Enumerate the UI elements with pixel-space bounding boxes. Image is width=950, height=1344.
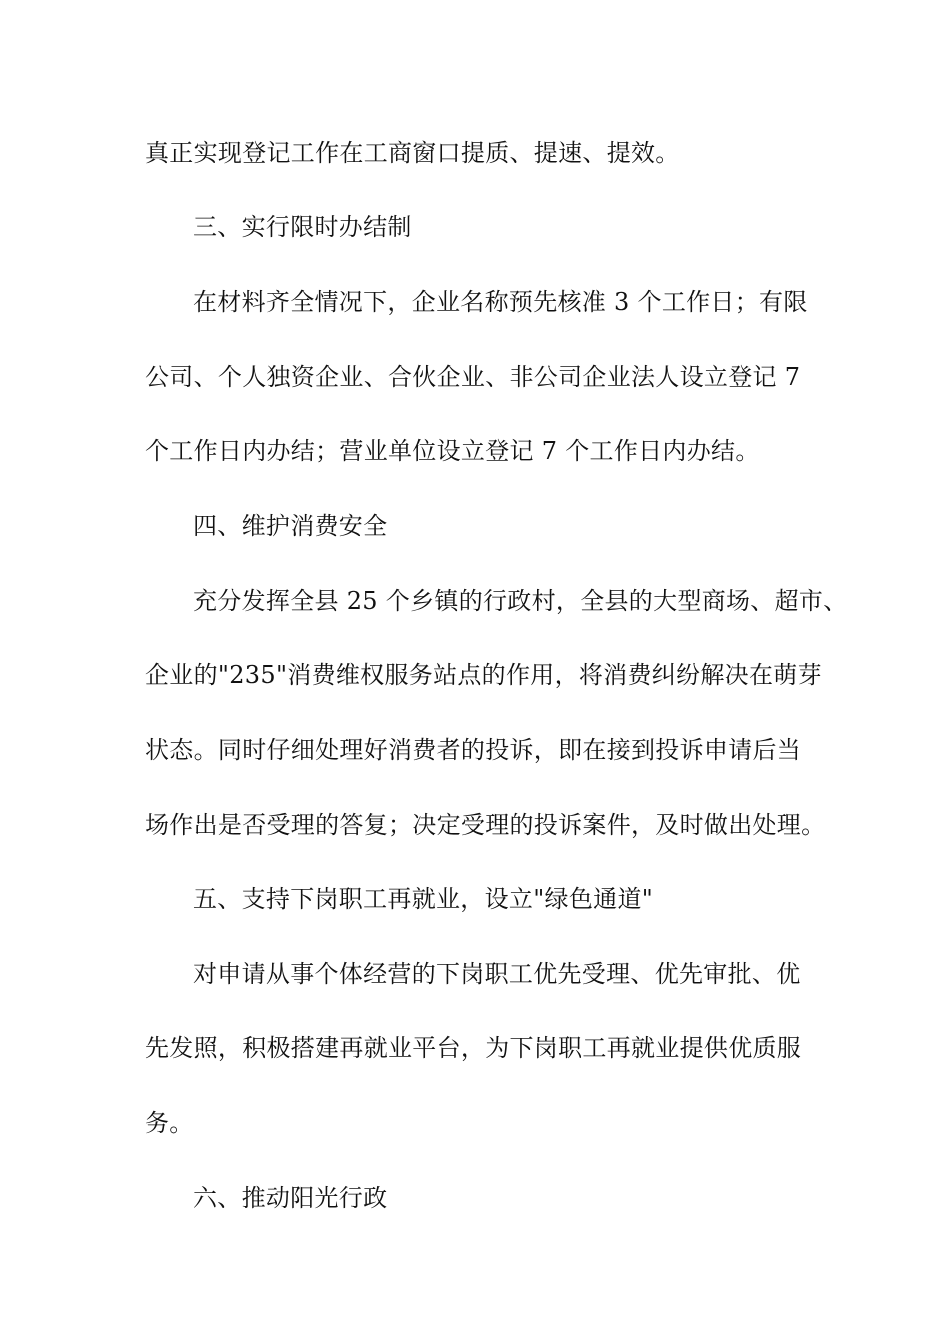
- section-heading: 四、维护消费安全: [193, 512, 388, 540]
- paragraph-line: 务。: [145, 1109, 194, 1137]
- paragraph-line: 公司、个人独资企业、合伙企业、非公司企业法人设立登记 7: [145, 363, 801, 391]
- section-heading: 六、推动阳光行政: [193, 1184, 388, 1212]
- paragraph-line: 充分发挥全县 25 个乡镇的行政村，全县的大型商场、超市、: [193, 587, 848, 615]
- paragraph-line: 在材料齐全情况下，企业名称预先核准 3 个工作日；有限: [193, 288, 808, 316]
- paragraph-line: 真正实现登记工作在工商窗口提质、提速、提效。: [145, 139, 680, 167]
- paragraph-line: 状态。同时仔细处理好消费者的投诉，即在接到投诉申请后当: [145, 736, 802, 764]
- paragraph-line: 先发照，积极搭建再就业平台，为下岗职工再就业提供优质服: [145, 1034, 802, 1062]
- section-heading: 五、支持下岗职工再就业，设立"绿色通道": [193, 885, 654, 913]
- paragraph-line: 场作出是否受理的答复；决定受理的投诉案件，及时做出处理。: [145, 811, 826, 839]
- paragraph-line: 企业的"235"消费维权服务站点的作用，将消费纠纷解决在萌芽: [145, 661, 822, 689]
- section-heading: 三、实行限时办结制: [193, 213, 412, 241]
- paragraph-line: 个工作日内办结；营业单位设立登记 7 个工作日内办结。: [145, 437, 760, 465]
- paragraph-line: 对申请从事个体经营的下岗职工优先受理、优先审批、优: [193, 960, 801, 988]
